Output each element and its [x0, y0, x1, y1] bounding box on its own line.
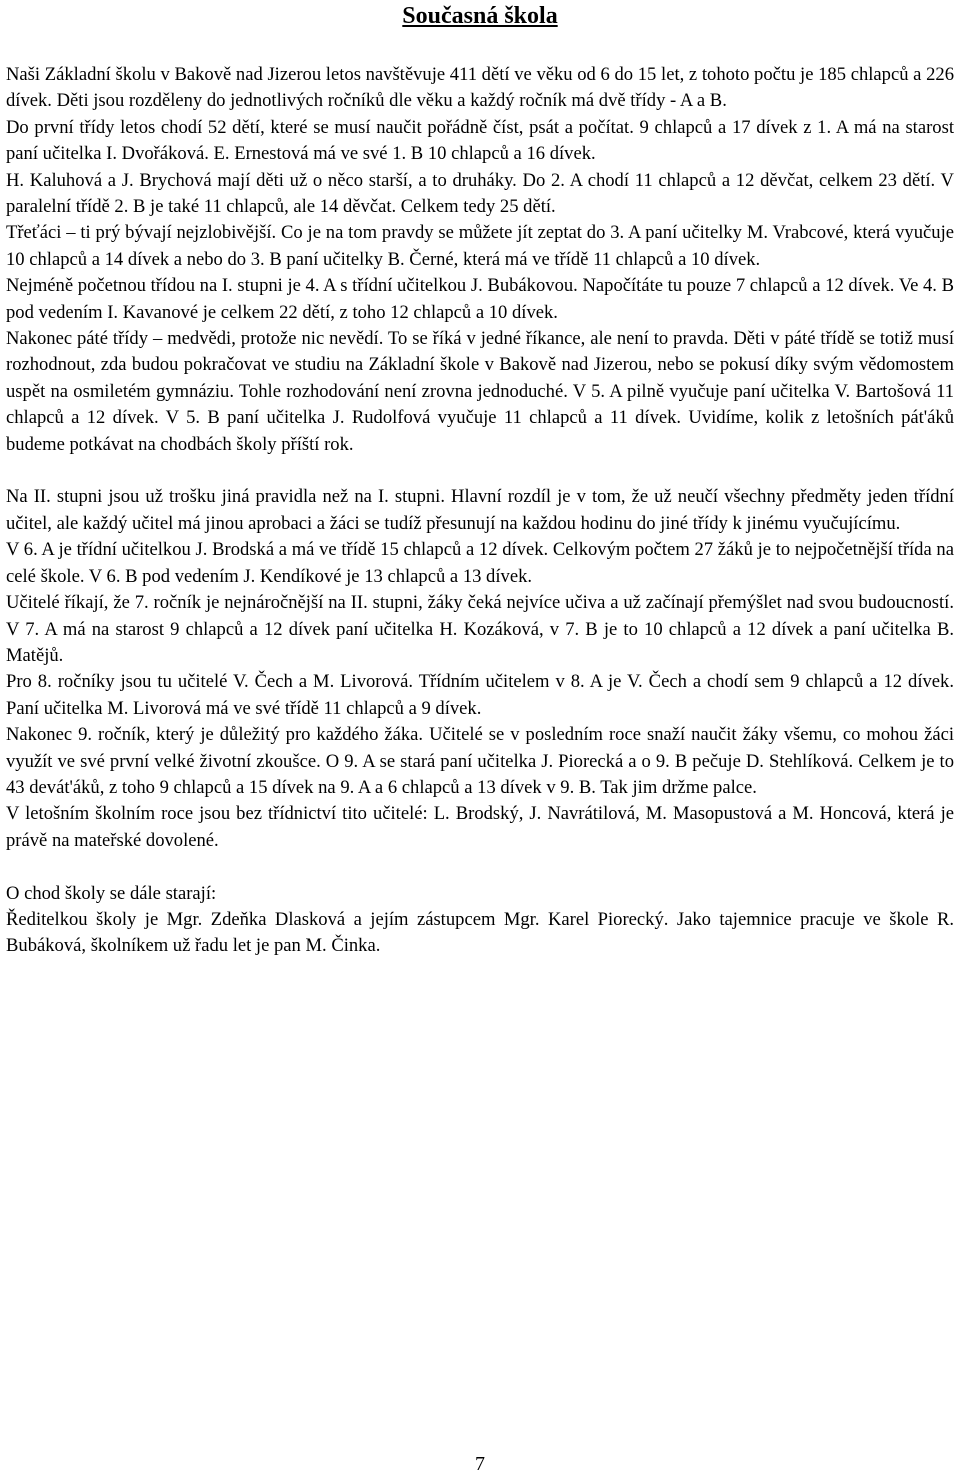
paragraph-staff-heading: O chod školy se dále starají: [6, 882, 217, 904]
paragraph-teachers-without-class: V letošním školním roce jsou bez třídnictví tito učitelé: L. Brodský, J. Navrátilová, M. Masopustová a M. Honcová, která je právě na mateřské dovolené. [6, 803, 954, 851]
paragraph-grade-1: Do první třídy letos chodí 52 dětí, které se musí naučit pořádně číst, psát a počítat. 9 chlapců a 17 dívek z 1. A má na starost paní učitelka I. Dvořáková. E. Ernestová má ve své 1. B 10 chlapců a 16 dívek. [6, 116, 954, 165]
paragraph-intro: Naši Základní školu v Bakově nad Jizerou letos navštěvuje 411 dětí ve věku od 6 do 15 let, z tohoto počtu je 185 chlapců a 226 dívek. Děti jsou rozděleny do jednotlivých ročníků dle věku a každý ročník má dvě třídy - A a B. [6, 64, 954, 112]
paragraph-grade-3: Třeťáci – ti prý bývají nejzlobivější. Co je na tom pravdy se můžete jít zeptat do 3. A paní učitelky M. Vrabcové, která vyučuje 10 chlapců a 14 dívek a nebo do 3. B paní učitelky B. Černé, která má ve třídě 11 chlapců a 10 dívek. [6, 222, 954, 270]
paragraph-grade-5: Nakonec páté třídy – medvědi, protože nic nevědí. To se říká v jedné říkance, ale není to pravda. Děti v páté třídě se totiž musí rozhodnout, zda budou pokračovat ve studiu na Základní škole v Bakově nad Jizerou, nebo se pokusí díky svým vědomostem uspět na osmiletém gymnáziu. Tohle rozhodování není zrovna jednoduché. V 5. A pilně vyučuje paní učitelka V. Bartošová 11 chlapců a 12 dívek. V 5. B paní učitelka J. Rudolfová vyučuje 11 chlapců a 11 dívek. Uvidíme, kolik z letošních pát'áků budeme potkávat na chodbách školy příští rok. [6, 328, 954, 455]
paragraph-grade-8: Pro 8. ročníky jsou tu učitelé V. Čech a M. Livorová. Třídním učitelem v 8. A je V. Čech a chodí sem 9 chlapců a 12 dívek. Paní učitelka M. Livorová má ve své třídě 11 chlapců a 9 dívek. [6, 671, 954, 719]
paragraph-grade-9: Nakonec 9. ročník, který je důležitý pro každého žáka. Učitelé se v posledním roce snaží naučit žáky všemu, co mohou žáci využít ve své první velké životní zkoušce. O 9. A se stará paní učitelka J. Piorecká a o 9. B pečuje D. Stehlíková. Celkem je to 43 devát'áků, z toho 9 chlapců a 15 dívek na 9. A a 6 chlapců a 13 dívek v 9. B. Tak jim držme palce. [6, 724, 954, 798]
paragraph-grade-6: V 6. A je třídní učitelkou J. Brodská a má ve třídě 15 chlapců a 12 dívek. Celkovým počtem 27 žáků je to nejpočetnější třída na celé škole. V 6. B pod vedením J. Kendíkové je 13 chlapců a 13 dívek. [6, 539, 954, 587]
document-page [6, 0, 954, 1480]
paragraph-grade-2: H. Kaluhová a J. Brychová mají děti už o něco starší, a to druháky. Do 2. A chodí 11 chlapců a 12 děvčat, celkem 23 dětí. V paralelní třídě 2. B je také 11 chlapců, ale 14 děvčat. Celkem tedy 25 dětí. [6, 169, 954, 218]
paragraph-second-stage: Na II. stupni jsou už trošku jiná pravidla než na I. stupni. Hlavní rozdíl je v tom, že už neučí všechny předměty jeden třídní učitel, ale každý učitel má jinou aprobaci a žáci se tudíž přesunují na každou hodinu do jiné třídy k jinému vyučujícímu. [6, 486, 954, 534]
paragraph-staff: Ředitelkou školy je Mgr. Zdeňka Dlasková a jejím zástupcem Mgr. Karel Piorecký. Jako tajemnice pracuje ve škole R. Bubáková, školníkem už řadu let je pan M. Činka. [6, 908, 954, 957]
paragraph-grade-7: Učitelé říkají, že 7. ročník je nejnáročnější na II. stupni, žáky čeká nejvíce učiva a už začínají přemýšlet nad svou budoucností. V 7. A má na starost 9 chlapců a 12 dívek paní učitelka H. Kozáková, v 7. B je to 10 chlapců a 12 dívek a paní učitelka B. Matějů. [6, 592, 954, 666]
page-number: 7 [475, 1453, 485, 1475]
page-title: Současná škola [402, 3, 558, 29]
paragraph-grade-4: Nejméně početnou třídou na I. stupni je 4. A s třídní učitelkou J. Bubákovou. Napočítáte tu pouze 7 chlapců a 12 dívek. Ve 4. B pod vedením I. Kavanové je celkem 22 dětí, z toho 12 chlapců a 10 dívek. [6, 275, 954, 323]
